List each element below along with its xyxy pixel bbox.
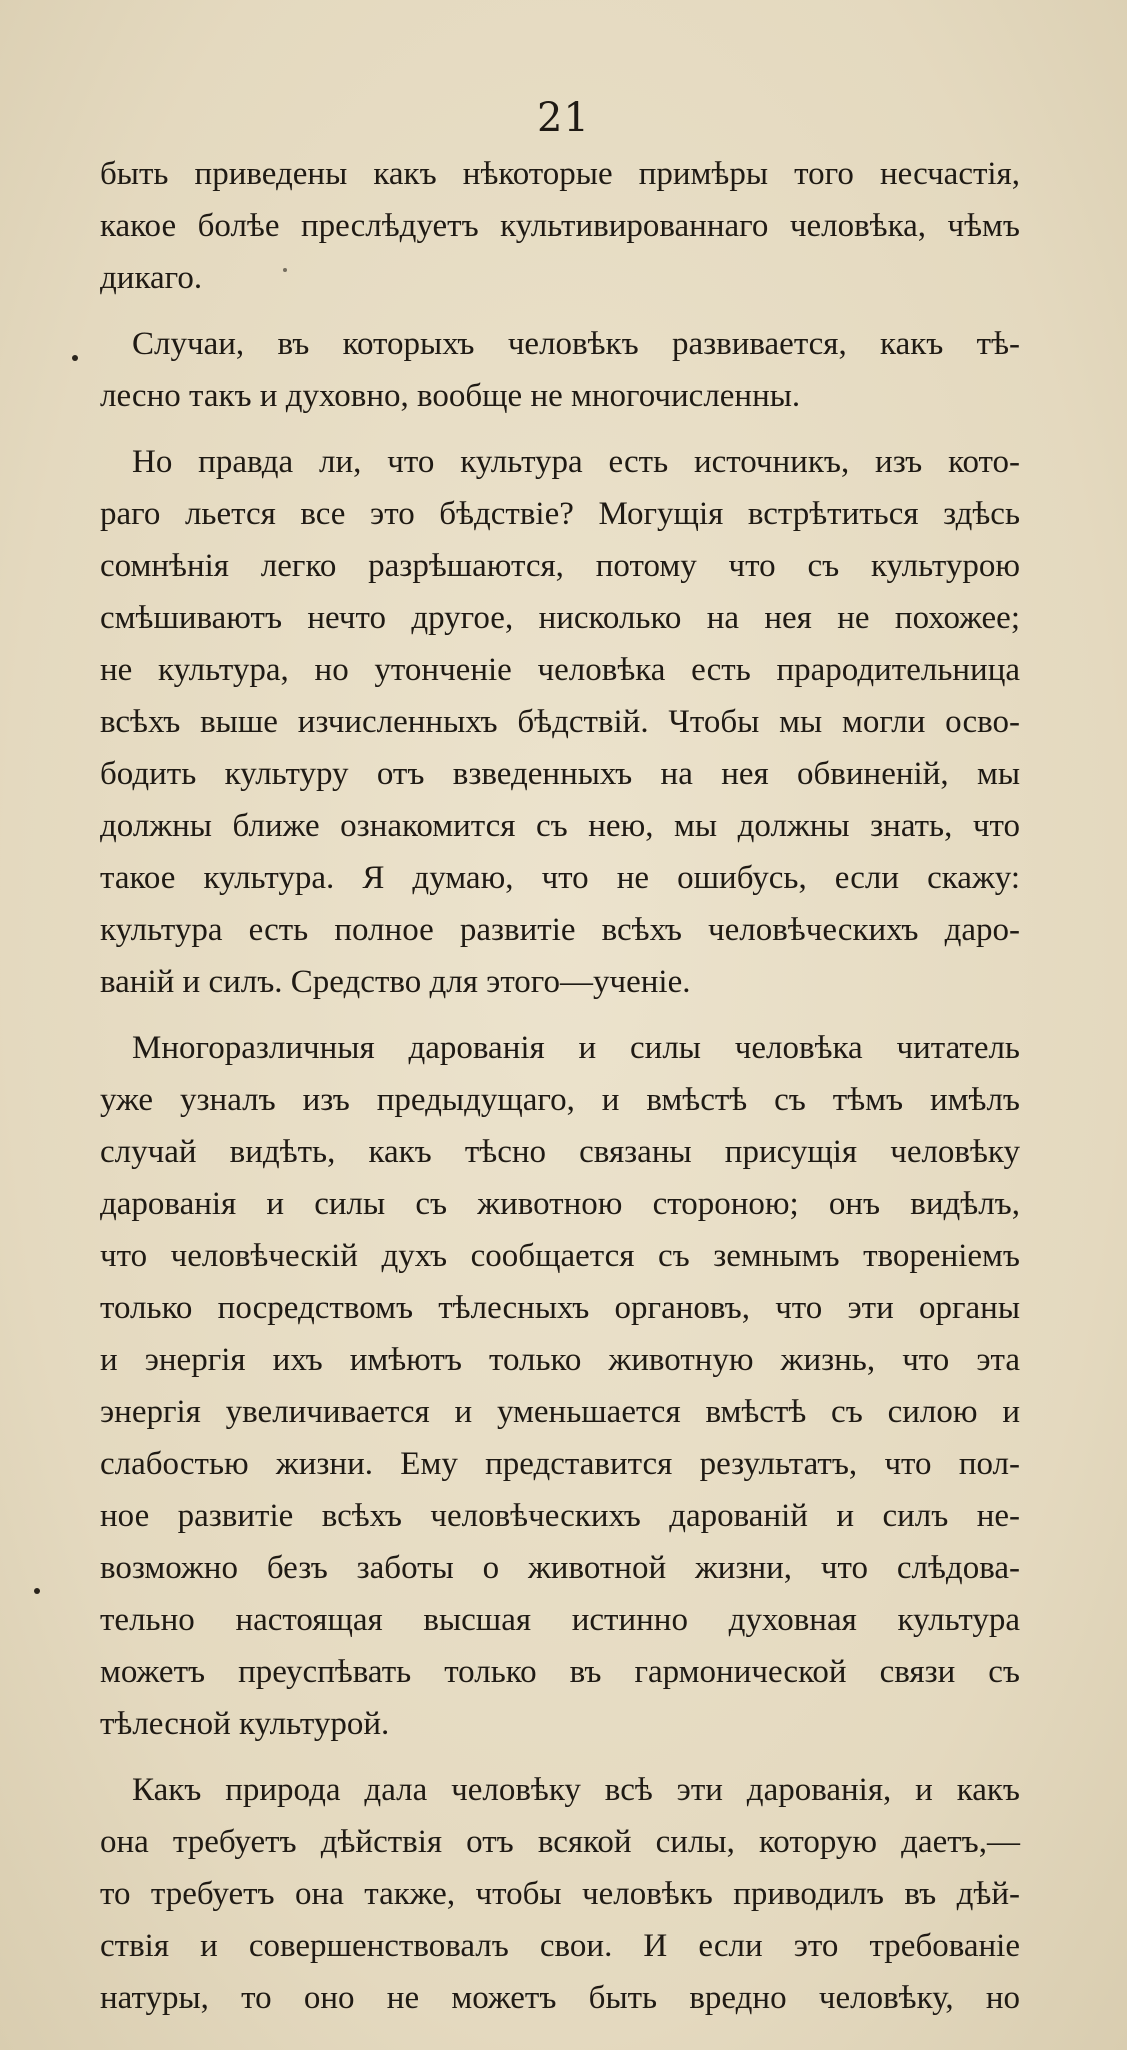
ink-speck	[72, 355, 78, 361]
text-line: ное развитіе всѣхъ человѣческихъ дарованій и силъ не-	[100, 1498, 1020, 1534]
text-line: только посредствомъ тѣлесныхъ органовъ, что эти органы	[100, 1290, 1020, 1326]
text-line: ваній и силъ. Средство для этого—ученіе.	[100, 964, 691, 1000]
body-text	[100, 148, 1020, 2038]
text-line: Но правда ли, что культура есть источникъ, изъ кото-	[132, 444, 1020, 480]
paragraph-4	[100, 1022, 1020, 1750]
text-line: тельно настоящая высшая истинно духовная культура	[100, 1602, 1020, 1638]
text-line: и энергія ихъ имѣютъ только животную жизнь, что эта	[100, 1342, 1020, 1378]
text-line: какое болѣе преслѣдуетъ культивированнаго человѣка, чѣмъ	[100, 208, 1020, 244]
ink-speck	[283, 268, 287, 272]
text-line: Случаи, въ которыхъ человѣкъ развивается, какъ тѣ-	[132, 326, 1020, 362]
text-line: уже узналъ изъ предыдущаго, и вмѣстѣ съ тѣмъ имѣлъ	[100, 1082, 1020, 1118]
text-line: такое культура. Я думаю, что не ошибусь, если скажу:	[100, 860, 1020, 896]
paragraph-1	[100, 148, 1020, 304]
text-line: что человѣческій духъ сообщается съ земнымъ твореніемъ	[100, 1238, 1020, 1274]
ink-speck	[34, 1588, 40, 1594]
text-line: энергія увеличивается и уменьшается вмѣстѣ съ силою и	[100, 1394, 1020, 1430]
text-line: случай видѣть, какъ тѣсно связаны присущія человѣку	[100, 1134, 1020, 1170]
text-line: Многоразличныя дарованія и силы человѣка читатель	[132, 1030, 1020, 1066]
text-line: быть приведены какъ нѣкоторые примѣры того несчастія,	[100, 156, 1020, 192]
text-line: то требуетъ она также, чтобы человѣкъ приводилъ въ дѣй-	[100, 1876, 1020, 1912]
text-line: дикаго.	[100, 260, 203, 296]
text-line: дарованія и силы съ животною стороною; онъ видѣлъ,	[100, 1186, 1020, 1222]
text-line: она требуетъ дѣйствія отъ всякой силы, которую даетъ,—	[100, 1824, 1020, 1860]
text-line: можетъ преуспѣвать только въ гармонической связи съ	[100, 1654, 1020, 1690]
text-line: сомнѣнія легко разрѣшаются, потому что съ культурою	[100, 548, 1020, 584]
text-line: раго льется все это бѣдствіе? Могущія встрѣтиться здѣсь	[100, 496, 1020, 532]
text-line: не культура, но утонченіе человѣка есть прародительница	[100, 652, 1020, 688]
text-line: культура есть полное развитіе всѣхъ человѣческихъ даро-	[100, 912, 1020, 948]
text-line: смѣшиваютъ нечто другое, нисколько на нея не похожее;	[100, 600, 1020, 636]
text-line: лесно такъ и духовно, вообще не многочисленны.	[100, 378, 801, 414]
text-line: всѣхъ выше изчисленныхъ бѣдствій. Чтобы мы могли осво-	[100, 704, 1020, 740]
text-line: бодить культуру отъ взведенныхъ на нея обвиненій, мы	[100, 756, 1020, 792]
paragraph-2	[100, 318, 1020, 422]
text-line: тѣлесной культурой.	[100, 1706, 390, 1742]
text-line: натуры, то оно не можетъ быть вредно человѣку, но	[100, 1980, 1020, 2016]
paragraph-5	[100, 1764, 1020, 2024]
text-line: должны ближе ознакомится съ нею, мы должны знать, что	[100, 808, 1020, 844]
text-line: ствія и совершенствовалъ свои. И если это требованіе	[100, 1928, 1020, 1964]
text-line: возможно безъ заботы о животной жизни, что слѣдова-	[100, 1550, 1020, 1586]
text-line: Какъ природа дала человѣку всѣ эти дарованія, и какъ	[132, 1772, 1020, 1808]
paragraph-3	[100, 436, 1020, 1008]
text-line: слабостью жизни. Ему представится результатъ, что пол-	[100, 1446, 1020, 1482]
page-number: 21	[537, 95, 590, 141]
